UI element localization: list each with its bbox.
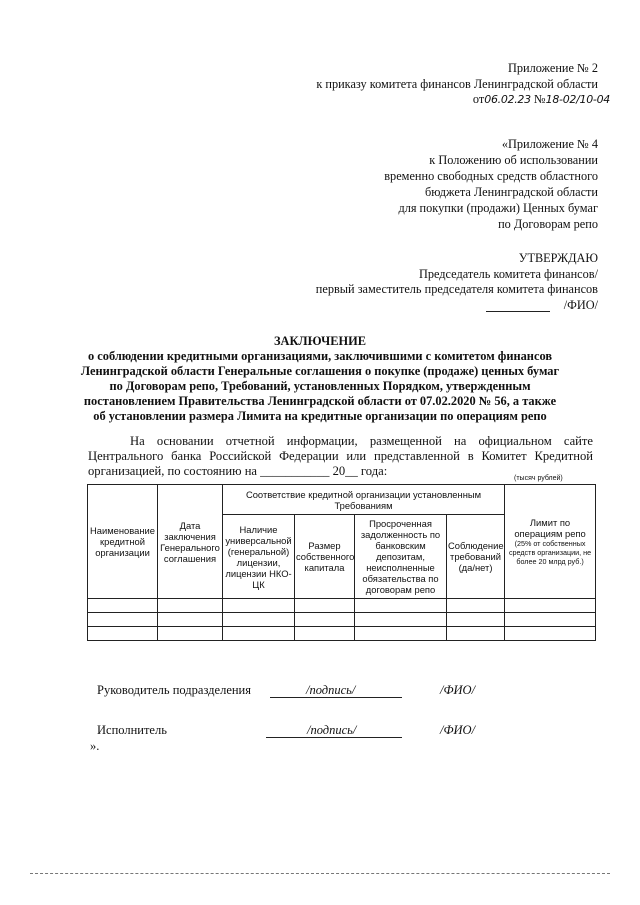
header-agreement-date: Дата заключения Генерального соглашения: [158, 485, 223, 599]
executor-label: Исполнитель: [97, 723, 167, 737]
table-cell[interactable]: [447, 627, 505, 641]
appendix-line2: к приказу комитета финансов Ленинградской области: [316, 77, 598, 91]
scan-edge-divider: [30, 873, 610, 874]
inner-appendix-line: временно свободных средств областного: [384, 169, 598, 183]
approval-signature-line: [486, 311, 550, 312]
header-capital: Размер собственного капитала: [295, 515, 355, 599]
basis-paragraph: На основании отчетной информации, размещенной на официальном сайте Центрального банка Российской Федерации или представленной в Комитет Кредитной организацией, по состоянию на ___________ 20__ года:: [88, 434, 593, 478]
table-cell[interactable]: [447, 613, 505, 627]
table-cell[interactable]: [295, 599, 355, 613]
inner-appendix-line: для покупки (продажи) Ценных бумаг: [398, 201, 598, 215]
header-overdue: Просроченная задолженность по банковским депозитам, неисполненные обязательства по договорам репо: [355, 515, 447, 599]
table-cell[interactable]: [355, 627, 447, 641]
handwritten-date: 06.02.23: [484, 93, 531, 106]
inner-appendix-line: бюджета Ленинградской области: [424, 185, 598, 199]
executor-fio: /ФИО/: [440, 723, 476, 737]
number-prefix: №: [533, 92, 546, 106]
table-cell[interactable]: [505, 599, 596, 613]
table-cell[interactable]: [158, 627, 223, 641]
table-cell[interactable]: [295, 627, 355, 641]
table-cell[interactable]: [295, 613, 355, 627]
head-fio: /ФИО/: [440, 683, 476, 697]
header-license: Наличие универсальной (генеральной) лицензии, лицензии НКО-ЦК: [223, 515, 295, 599]
units-label: (тысяч рублей): [514, 475, 563, 482]
conclusion-line: о соблюдении кредитными организациями, заключившими с комитетом финансов: [87, 349, 553, 363]
conclusion-title: ЗАКЛЮЧЕНИЕ: [273, 334, 367, 348]
approval-fio: /ФИО/: [563, 298, 598, 312]
table-cell[interactable]: [88, 599, 158, 613]
conclusion-table: [87, 484, 596, 641]
conclusion-line: Ленинградской области Генеральные соглашения о покупке (продаже) ценных бумаг: [80, 364, 560, 378]
from-prefix: от: [472, 92, 485, 106]
table-cell[interactable]: [505, 613, 596, 627]
table-cell[interactable]: [505, 627, 596, 641]
table-row: [88, 613, 596, 627]
inner-appendix-line: к Положению об использовании: [429, 153, 598, 167]
conclusion-line: постановлением Правительства Ленинградской области от 07.02.2020 № 56, а также: [83, 394, 557, 408]
header-org-name: Наименование кредитной организации: [88, 485, 158, 599]
table-cell[interactable]: [355, 599, 447, 613]
inner-appendix-line: «Приложение № 4: [501, 137, 598, 151]
head-label: Руководитель подразделения: [97, 683, 251, 697]
header-limit-main: Лимит по операциям репо: [514, 517, 586, 539]
header-limit: [505, 485, 596, 599]
table-cell[interactable]: [223, 627, 295, 641]
table-cell[interactable]: [158, 599, 223, 613]
table-cell[interactable]: [355, 613, 447, 627]
head-sign-placeholder: /подпись/: [306, 683, 356, 697]
table-row: [88, 627, 596, 641]
header-requirements-group: Соответствие кредитной организации установленным Требованиям: [223, 485, 505, 515]
approval-line1: Председатель комитета финансов/: [418, 267, 598, 281]
table-cell[interactable]: [447, 599, 505, 613]
approval-line2: первый заместитель председателя комитета финансов: [315, 282, 598, 296]
table-cell[interactable]: [88, 613, 158, 627]
table-cell[interactable]: [88, 627, 158, 641]
table-cell[interactable]: [158, 613, 223, 627]
conclusion-line: об установлении размера Лимита на кредитные организации по операциям репо: [93, 409, 547, 423]
table-cell[interactable]: [223, 613, 295, 627]
closing-quote: ».: [90, 739, 100, 753]
executor-sign-placeholder: /подпись/: [307, 723, 357, 737]
table-row: [88, 599, 596, 613]
appendix-line1: Приложение № 2: [507, 61, 598, 75]
header-limit-note: (25% от собственных средств организации, не более 20 млрд руб.): [508, 539, 592, 566]
handwritten-number: 18-02/10-04: [545, 93, 610, 106]
approval-title: УТВЕРЖДАЮ: [518, 251, 598, 265]
appendix-date-line: [473, 91, 610, 108]
conclusion-line: по Договорам репо, Требований, установленных Порядком, утвержденным: [109, 379, 531, 393]
inner-appendix-line: по Договорам репо: [498, 217, 598, 231]
header-compliance: Соблюдение требований (да/нет): [447, 515, 505, 599]
table-cell[interactable]: [223, 599, 295, 613]
